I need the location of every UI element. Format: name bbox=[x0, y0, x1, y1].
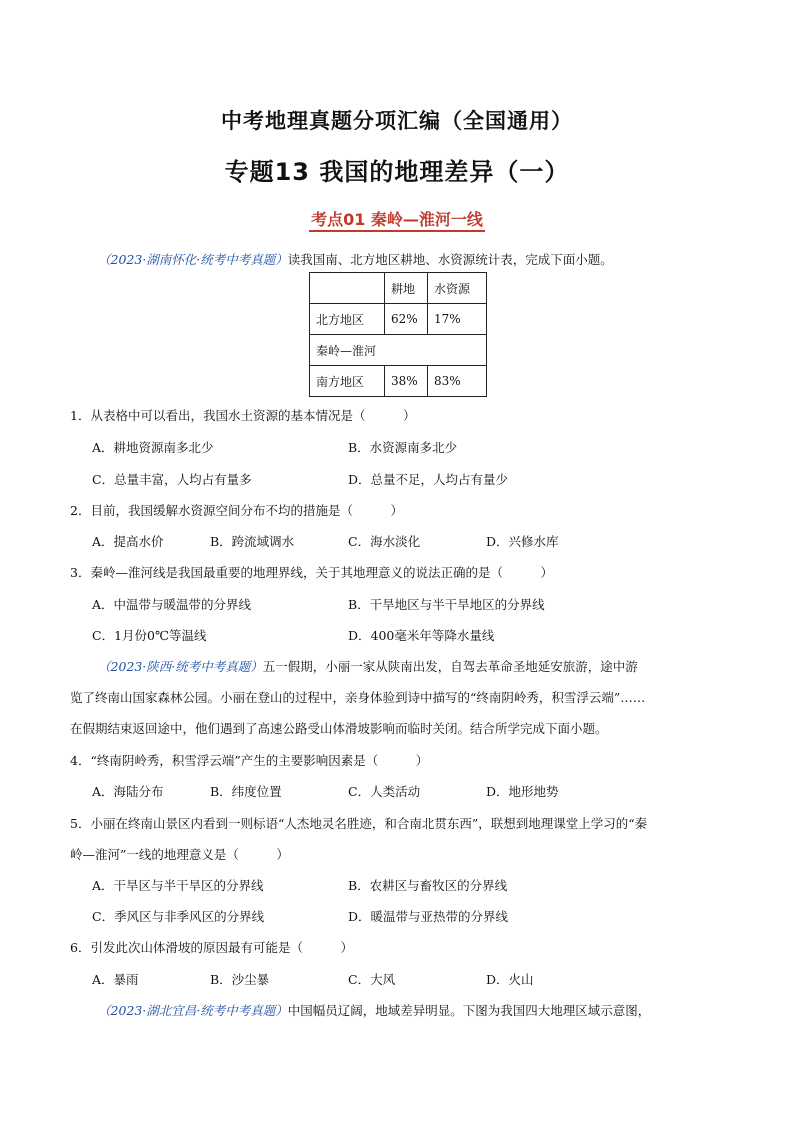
group3-intro-text: 中国幅员辽阔，地域差异明显。下图为我国四大地理区域示意图， bbox=[287, 1003, 651, 1018]
question-5-option-b[interactable]: B．农耕区与畜牧区的分界线 bbox=[348, 878, 508, 893]
table-row bbox=[310, 304, 487, 335]
question-5-stem-line-1: 5．小丽在终南山景区内看到一则标语“人杰地灵名胜迹，和合南北贯东西”，联想到地理课堂上学习的“秦 bbox=[70, 816, 648, 831]
question-1-option-b[interactable]: B．水资源南多北少 bbox=[348, 440, 458, 455]
table-cell bbox=[310, 273, 385, 304]
question-4-option-b[interactable]: B．纬度位置 bbox=[210, 784, 282, 799]
table-header-cell: 水资源 bbox=[428, 273, 487, 304]
group2-intro-line-2: 览了终南山国家森林公园。小丽在登山的过程中，亲身体验到诗中描写的“终南阴岭秀，积雪浮云端”…… bbox=[70, 690, 646, 705]
question-1-option-c[interactable]: C．总量丰富，人均占有量多 bbox=[92, 472, 252, 487]
document-title: 中考地理真题分项汇编（全国通用） bbox=[221, 109, 573, 133]
source-tag: （2023·湖南怀化·统考中考真题） bbox=[98, 252, 288, 267]
question-1-option-d[interactable]: D．总量不足，人均占有量少 bbox=[348, 472, 509, 487]
group2-intro-line-1 bbox=[98, 657, 638, 675]
source-tag: （2023·陕西·统考中考真题） bbox=[98, 659, 263, 674]
question-5-option-c[interactable]: C．季风区与非季风区的分界线 bbox=[92, 909, 265, 924]
question-3-option-d[interactable]: D．400毫米年等降水量线 bbox=[348, 628, 495, 643]
table-divider-cell: 秦岭—淮河 bbox=[310, 335, 487, 366]
question-3-option-a[interactable]: A．中温带与暖温带的分界线 bbox=[92, 597, 252, 612]
question-1-stem: 1．从表格中可以看出，我国水土资源的基本情况是（ ） bbox=[70, 408, 416, 423]
section-heading-text: 考点01 秦岭—淮河一线 bbox=[309, 210, 485, 232]
table-cell: 62% bbox=[385, 304, 428, 335]
question-4-option-c[interactable]: C．人类活动 bbox=[348, 784, 421, 799]
question-6-option-b[interactable]: B．沙尘暴 bbox=[210, 972, 270, 987]
table-row bbox=[310, 335, 487, 366]
group2-intro-text: 五一假期，小丽一家从陕南出发，自驾去革命圣地延安旅游，途中游 bbox=[262, 659, 638, 674]
source-tag: （2023·湖北宜昌·统考中考真题） bbox=[98, 1003, 288, 1018]
table-cell: 北方地区 bbox=[310, 304, 385, 335]
table-cell: 38% bbox=[385, 366, 428, 397]
question-3-option-b[interactable]: B．干旱地区与半干旱地区的分界线 bbox=[348, 597, 545, 612]
question-6-option-c[interactable]: C．大风 bbox=[348, 972, 396, 987]
question-2-option-c[interactable]: C．海水淡化 bbox=[348, 534, 421, 549]
question-6-option-d[interactable]: D．火山 bbox=[486, 972, 534, 987]
question-4-option-d[interactable]: D．地形地势 bbox=[486, 784, 559, 799]
section-heading bbox=[0, 207, 794, 230]
table-row bbox=[310, 273, 487, 304]
question-6-option-a[interactable]: A．暴雨 bbox=[92, 972, 139, 987]
question-5-option-d[interactable]: D．暖温带与亚热带的分界线 bbox=[348, 909, 509, 924]
land-water-table bbox=[309, 272, 487, 397]
question-2-stem: 2．目前，我国缓解水资源空间分布不均的措施是（ ） bbox=[70, 503, 403, 518]
table-cell: 83% bbox=[428, 366, 487, 397]
group1-intro: 读我国南、北方地区耕地、水资源统计表，完成下面小题。 bbox=[287, 252, 613, 267]
table-cell: 南方地区 bbox=[310, 366, 385, 397]
table-header-cell: 耕地 bbox=[385, 273, 428, 304]
table-cell: 17% bbox=[428, 304, 487, 335]
group3-intro-line bbox=[98, 1001, 650, 1019]
question-2-option-a[interactable]: A．提高水价 bbox=[92, 534, 164, 549]
question-5-stem-line-2: 岭—淮河”一线的地理意义是（ ） bbox=[70, 847, 289, 862]
group2-intro-line-3: 在假期结束返回途中，他们遇到了高速公路受山体滑坡影响而临时关闭。结合所学完成下面小题。 bbox=[70, 721, 608, 736]
group1-intro-line bbox=[98, 250, 613, 268]
topic-title: 专题13 我国的地理差异（一） bbox=[224, 158, 570, 186]
question-1-option-a[interactable]: A．耕地资源南多北少 bbox=[92, 440, 214, 455]
table-row bbox=[310, 366, 487, 397]
question-4-stem: 4．“终南阴岭秀，积雪浮云端”产生的主要影响因素是（ ） bbox=[70, 753, 429, 768]
question-3-stem: 3．秦岭—淮河线是我国最重要的地理界线，关于其地理意义的说法正确的是（ ） bbox=[70, 565, 553, 580]
question-2-option-b[interactable]: B．跨流域调水 bbox=[210, 534, 295, 549]
question-6-stem: 6．引发此次山体滑坡的原因最有可能是（ ） bbox=[70, 940, 353, 955]
question-4-option-a[interactable]: A．海陆分布 bbox=[92, 784, 164, 799]
question-3-option-c[interactable]: C．1月份0℃等温线 bbox=[92, 628, 207, 643]
question-5-option-a[interactable]: A．干旱区与半干旱区的分界线 bbox=[92, 878, 264, 893]
question-2-option-d[interactable]: D．兴修水库 bbox=[486, 534, 559, 549]
